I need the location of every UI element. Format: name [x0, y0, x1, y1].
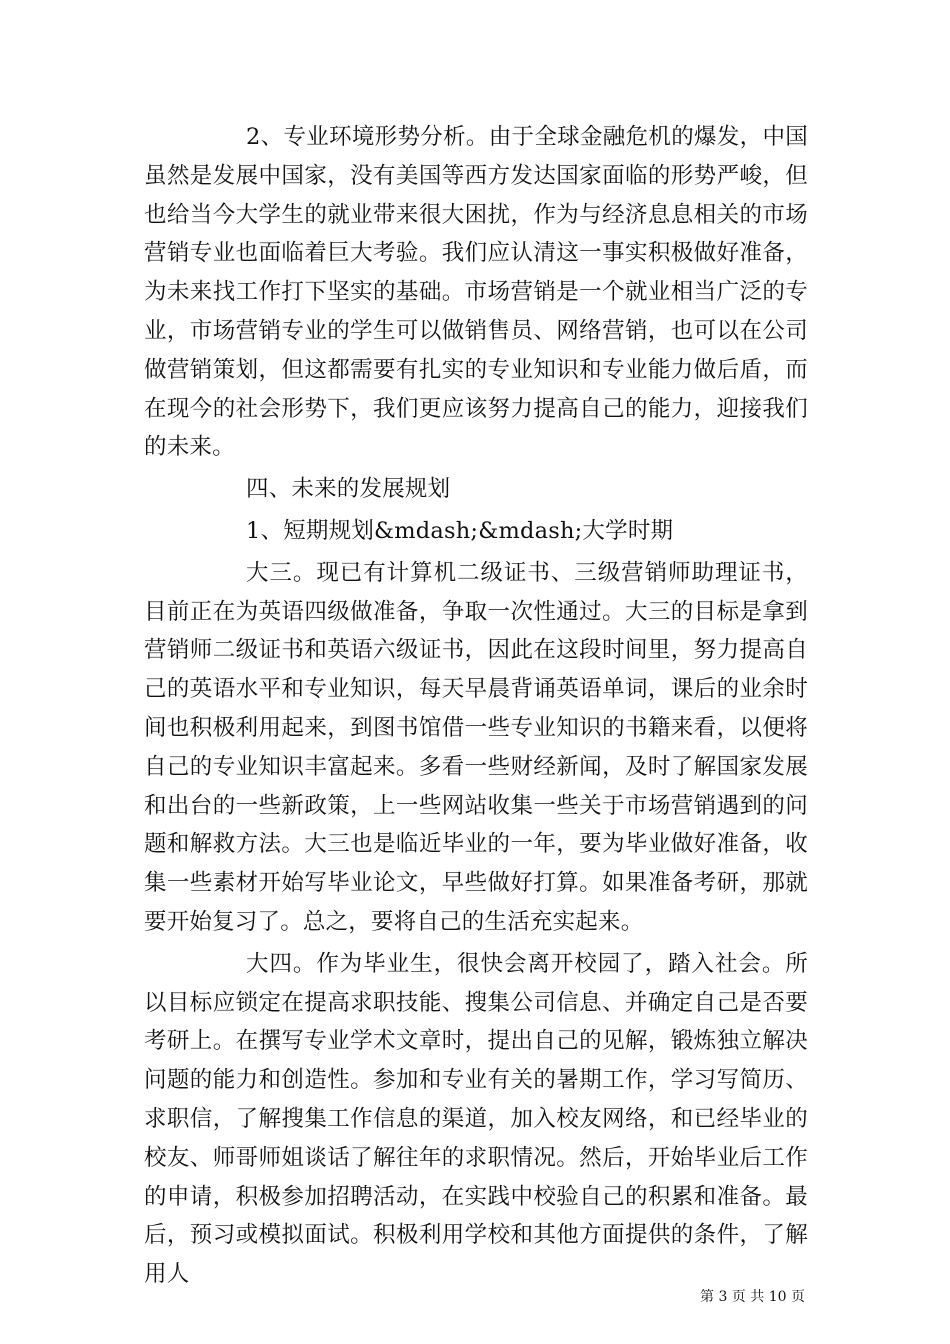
document-body [144, 118, 808, 1294]
paragraph-environment-analysis: 2、专业环境形势分析。由于全球金融危机的爆发，中国虽然是发展中国家，没有美国等西方发达国家面临的形势严峻，但也给当今大学生的就业带来很大困扰，作为与经济息息相关的市场营销专业也面临着巨大考验。我们应认清这一事实积极做好准备，为未来找工作打下坚实的基础。市场营销是一个就业相当广泛的专业，市场营销专业的学生可以做销售员、网络营销，也可以在公司做营销策划，但这都需要有扎实的专业知识和专业能力做后盾，而在现今的社会形势下，我们更应该努力提高自己的能力，迎接我们的未来。 [144, 124, 808, 461]
subheading-short-term-plan: 1、短期规划&mdash;&mdash;大学时期 [246, 517, 674, 544]
page-number-footer: 第 3 页 共 10 页 [700, 1289, 805, 1305]
paragraph-junior-year: 大三。现已有计算机二级证书、三级营销师助理证书，目前正在为英语四级做准备，争取一次性通过。大三的目标是拿到营销师二级证书和英语六级证书，因此在这段时间里，努力提高自己的英语水平和专业知识，每天早晨背诵英语单词，课后的业余时间也积极利用起来，到图书馆借一些专业知识的书籍来看，以便将自己的专业知识丰富起来。多看一些财经新闻，及时了解国家发展和出台的一些新政策，上一些网站收集一些关于市场营销遇到的问题和解救方法。大三也是临近毕业的一年，要为毕业做好准备，收集一些素材开始写毕业论文，早些做好打算。如果准备考研，那就要开始复习了。总之，要将自己的生活充实起来。 [144, 559, 808, 935]
paragraph-senior-year: 大四。作为毕业生，很快会离开校园了，踏入社会。所以目标应锁定在提高求职技能、搜集公司信息、并确定自己是否要考研上。在撰写专业学术文章时，提出自己的见解，锻炼独立解决问题的能力和创造性。参加和专业有关的暑期工作，学习写简历、求职信，了解搜集工作信息的渠道，加入校友网络，和已经毕业的校友、师哥师姐谈话了解往年的求职情况。然后，开始毕业后工作的申请，积极参加招聘活动，在实践中校验自己的积累和准备。最后，预习或模拟面试。积极利用学校和其他方面提供的条件，了解用人 [144, 950, 808, 1288]
section-heading-future-plan: 四、未来的发展规划 [246, 476, 451, 503]
